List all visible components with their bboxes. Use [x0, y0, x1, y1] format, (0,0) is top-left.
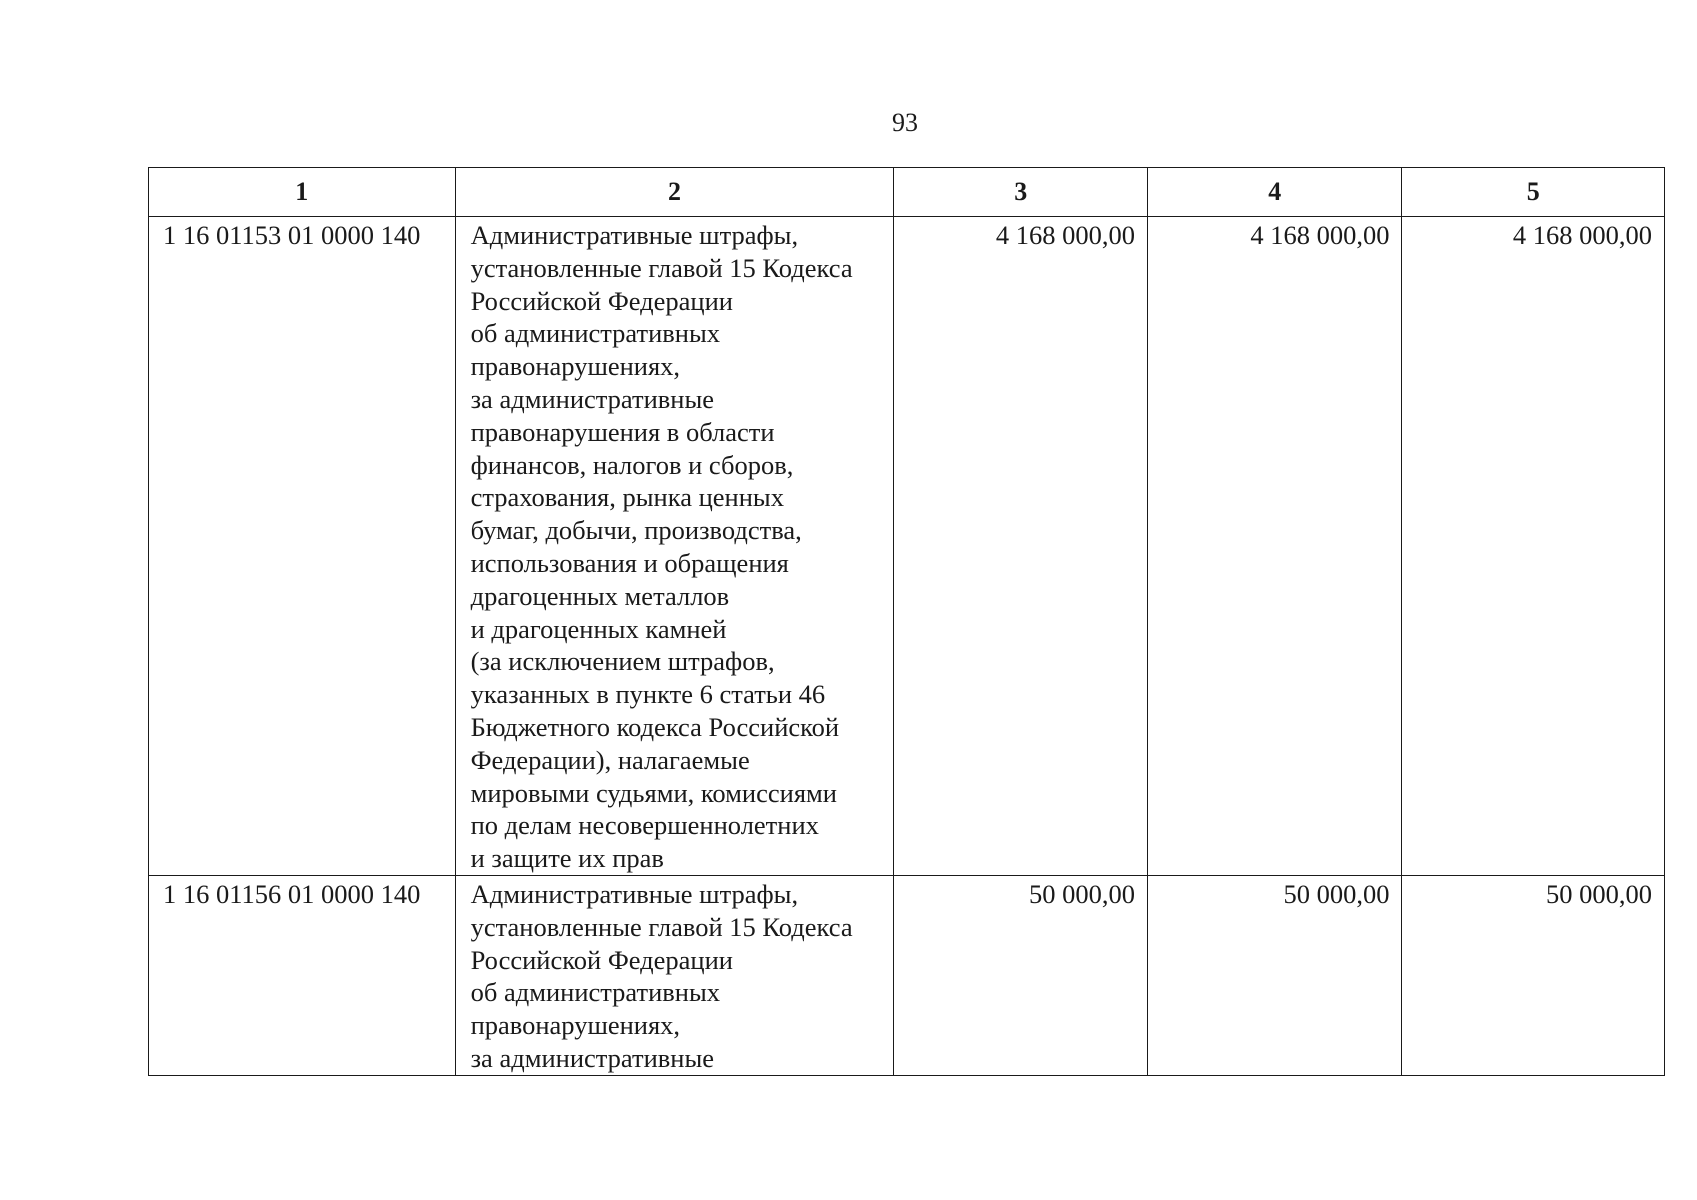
- description-line: и драгоценных камней: [470, 613, 727, 644]
- description-line: установленные главой 15 Кодекса: [470, 252, 853, 283]
- amount-cell-col5: 4 168 000,00: [1402, 217, 1665, 876]
- description-line: и защите их прав: [470, 843, 664, 874]
- description-line: установленные главой 15 Кодекса: [470, 911, 853, 942]
- description-line: за административные: [470, 1042, 715, 1073]
- table-row: [149, 875, 1665, 1075]
- description-cell: [455, 217, 894, 876]
- amount-cell-col3: 4 168 000,00: [894, 217, 1148, 876]
- description-line: об административных: [470, 318, 721, 349]
- description-line: указанных в пункте 6 статьи 46: [470, 679, 826, 710]
- description-line: мировыми судьями, комиссиями: [470, 777, 837, 808]
- budget-table: [148, 167, 1665, 1076]
- column-header-2: 2: [455, 168, 894, 217]
- description-line: финансов, налогов и сборов,: [470, 449, 794, 480]
- description-line: бумаг, добычи, производства,: [470, 515, 802, 546]
- description-line: Бюджетного кодекса Российской: [470, 711, 840, 742]
- amount-cell-col4: 50 000,00: [1147, 875, 1402, 1075]
- description-line: использования и обращения: [470, 547, 789, 578]
- description-line: Российской Федерации: [470, 944, 733, 975]
- column-header-5: 5: [1402, 168, 1665, 217]
- description-line: правонарушениях,: [470, 1010, 681, 1041]
- description-line: правонарушения в области: [470, 416, 775, 447]
- description-line: Федерации), налагаемые: [470, 744, 750, 775]
- column-header-1: 1: [149, 168, 456, 217]
- description-line: Административные штрафы,: [470, 220, 799, 250]
- description-line: правонарушениях,: [470, 351, 681, 382]
- column-header-3: 3: [894, 168, 1148, 217]
- description-line: страхования, рынка ценных: [470, 482, 784, 513]
- amount-cell-col5: 50 000,00: [1402, 875, 1665, 1075]
- amount-cell-col4: 4 168 000,00: [1147, 217, 1402, 876]
- table-row: [149, 217, 1665, 876]
- description-line: по делам несовершеннолетних: [470, 810, 819, 841]
- description-line: Российской Федерации: [470, 285, 733, 316]
- description-cell: [455, 875, 894, 1075]
- budget-code-cell: 1 16 01156 01 0000 140: [149, 875, 456, 1075]
- column-header-4: 4: [1147, 168, 1402, 217]
- budget-code-cell: 1 16 01153 01 0000 140: [149, 217, 456, 876]
- description-line: об административных: [470, 977, 721, 1008]
- description-line: Административные штрафы,: [470, 878, 799, 909]
- description-line: за административные: [470, 383, 715, 414]
- description-line: (за исключением штрафов,: [470, 646, 775, 677]
- amount-cell-col3: 50 000,00: [894, 875, 1148, 1075]
- page-number: 93: [892, 108, 918, 137]
- description-line: драгоценных металлов: [470, 580, 730, 611]
- table-header-row: [149, 168, 1665, 217]
